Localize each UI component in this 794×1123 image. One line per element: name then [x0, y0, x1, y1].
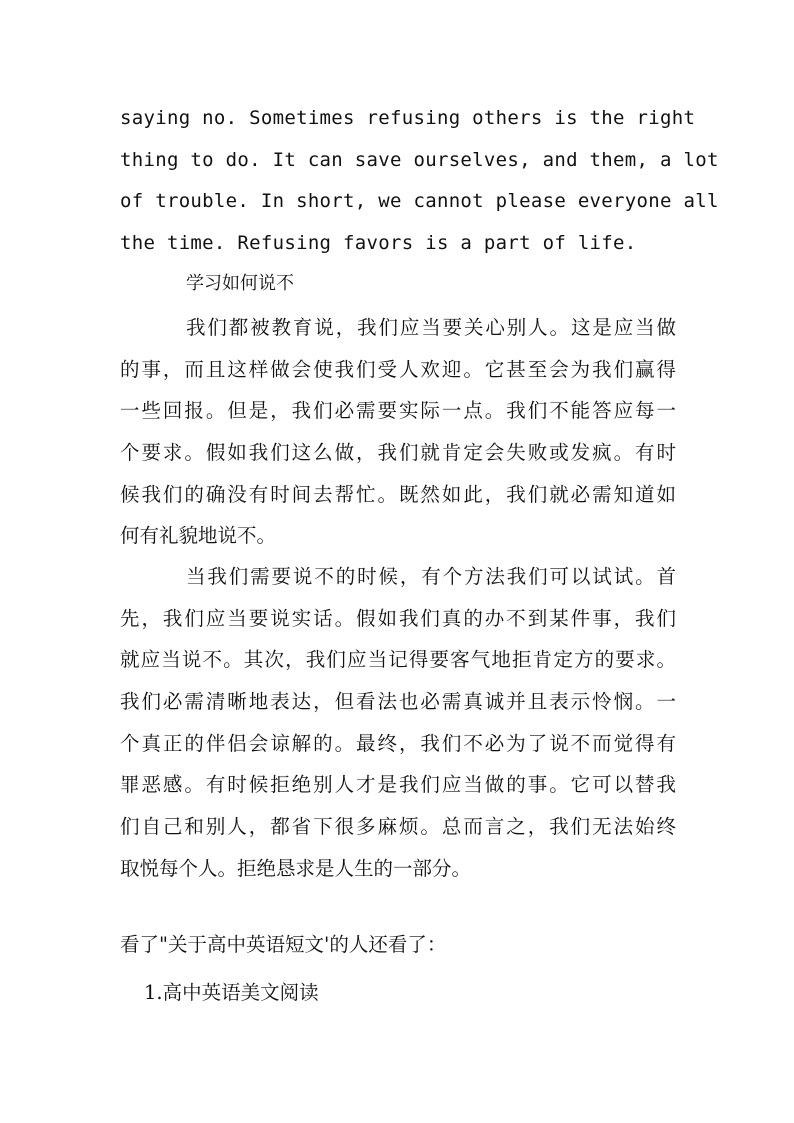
chinese-line: 一些回报。但是，我们必需要实际一点。我们不能答应每一: [120, 399, 676, 423]
chinese-line: 取悦每个人。拒绝恳求是人生的一部分。: [120, 856, 472, 880]
english-line: thing to do. It can save ourselves, and them, a lot: [120, 148, 719, 171]
chinese-line: 当我们需要说不的时候，有个方法我们可以试试。首: [186, 565, 676, 588]
chinese-line: 的事，而且这样做会使我们受人欢迎。它甚至会为我们赢得: [120, 357, 676, 381]
chinese-line: 们自己和别人，都省下很多麻烦。总而言之，我们无法始终: [120, 815, 676, 839]
english-line: saying no. Sometimes refusing others is the right: [120, 107, 696, 129]
chinese-line: 先，我们应当要说实话。假如我们真的办不到某件事，我们: [120, 606, 676, 630]
see-also-heading: 看了"关于高中英语短文'的人还看了：: [120, 933, 447, 956]
related-link[interactable]: 1.高中英语美文阅读: [144, 981, 319, 1004]
chinese-line: 何有礼貌地说不。: [120, 524, 277, 548]
chinese-line: 罪恶感。有时候拒绝别人才是我们应当做的事。它可以替我: [120, 773, 676, 797]
english-paragraph: [120, 104, 719, 271]
chinese-line: 个要求。假如我们这么做，我们就肯定会失败或发疯。有时: [120, 441, 676, 465]
chinese-paragraph-1: [120, 313, 676, 563]
chinese-title: 学习如何说不: [186, 273, 294, 294]
chinese-line: 候我们的确没有时间去帮忙。既然如此，我们就必需知道如: [120, 482, 676, 506]
english-line: the time. Refusing favors is a part of life.: [120, 232, 637, 255]
chinese-line: 我们都被教育说，我们应当要关心别人。这是应当做: [186, 316, 676, 339]
chinese-paragraph-2: [120, 562, 676, 896]
english-line: of trouble. In short, we cannot please everyone all: [120, 190, 719, 213]
chinese-line: 我们必需清晰地表达，但看法也必需真诚并且表示怜悯。一: [120, 690, 676, 714]
chinese-line: 就应当说不。其次，我们应当记得要客气地拒肯定方的要求。: [120, 648, 676, 672]
chinese-line: 个真正的伴侣会谅解的。最终，我们不必为了说不而觉得有: [120, 731, 676, 755]
